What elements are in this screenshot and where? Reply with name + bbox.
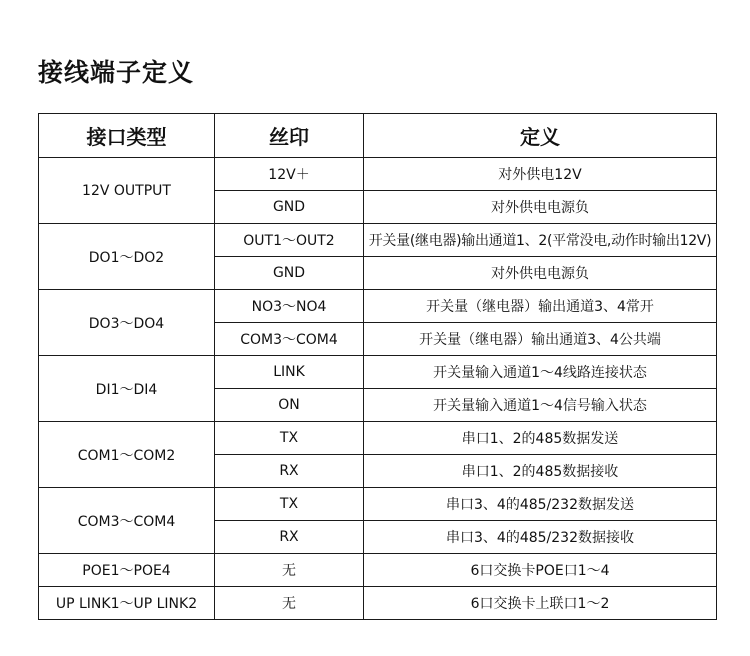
terminal-definition-table — [38, 113, 717, 620]
page-title: 接线端子定义 — [38, 58, 195, 87]
definition-cell: 开关量(继电器)输出通道1、2(平常没电,动作时输出12V) — [364, 224, 717, 257]
interface-type-cell: 12V OUTPUT — [39, 158, 215, 224]
interface-type-cell: COM3～COM4 — [39, 488, 215, 554]
silkscreen-cell: GND — [215, 191, 364, 224]
definition-cell: 串口1、2的485数据发送 — [364, 422, 717, 455]
silkscreen-cell: RX — [215, 521, 364, 554]
silkscreen-cell: OUT1～OUT2 — [215, 224, 364, 257]
silkscreen-cell: COM3～COM4 — [215, 323, 364, 356]
definition-cell: 串口3、4的485/232数据接收 — [364, 521, 717, 554]
definition-cell: 6口交换卡POE口1～4 — [364, 554, 717, 587]
table-row — [39, 488, 717, 521]
definition-cell: 开关量输入通道1～4信号输入状态 — [364, 389, 717, 422]
interface-type-cell: DO1～DO2 — [39, 224, 215, 290]
table-row — [39, 356, 717, 389]
table-header-row — [39, 114, 717, 158]
table-row — [39, 158, 717, 191]
interface-type-cell: POE1～POE4 — [39, 554, 215, 587]
interface-type-cell: COM1～COM2 — [39, 422, 215, 488]
silkscreen-cell: GND — [215, 257, 364, 290]
silkscreen-cell: TX — [215, 422, 364, 455]
table-row — [39, 290, 717, 323]
definition-cell: 开关量（继电器）输出通道3、4常开 — [364, 290, 717, 323]
header-definition: 定义 — [364, 114, 717, 158]
silkscreen-cell: LINK — [215, 356, 364, 389]
silkscreen-cell: 无 — [215, 554, 364, 587]
table-row — [39, 422, 717, 455]
definition-cell: 开关量（继电器）输出通道3、4公共端 — [364, 323, 717, 356]
table-row — [39, 224, 717, 257]
silkscreen-cell: ON — [215, 389, 364, 422]
silkscreen-cell: 无 — [215, 587, 364, 620]
header-silkscreen: 丝印 — [215, 114, 364, 158]
definition-cell: 对外供电电源负 — [364, 257, 717, 290]
silkscreen-cell: NO3～NO4 — [215, 290, 364, 323]
silkscreen-cell: RX — [215, 455, 364, 488]
interface-type-cell: DI1～DI4 — [39, 356, 215, 422]
table-row — [39, 554, 717, 587]
definition-cell: 串口1、2的485数据接收 — [364, 455, 717, 488]
table-row — [39, 587, 717, 620]
silkscreen-cell: 12V＋ — [215, 158, 364, 191]
definition-cell: 对外供电12V — [364, 158, 717, 191]
definition-cell: 串口3、4的485/232数据发送 — [364, 488, 717, 521]
header-interface-type: 接口类型 — [39, 114, 215, 158]
interface-type-cell: DO3～DO4 — [39, 290, 215, 356]
silkscreen-cell: TX — [215, 488, 364, 521]
definition-cell: 对外供电电源负 — [364, 191, 717, 224]
interface-type-cell: UP LINK1～UP LINK2 — [39, 587, 215, 620]
definition-cell: 6口交换卡上联口1～2 — [364, 587, 717, 620]
definition-cell: 开关量输入通道1～4线路连接状态 — [364, 356, 717, 389]
